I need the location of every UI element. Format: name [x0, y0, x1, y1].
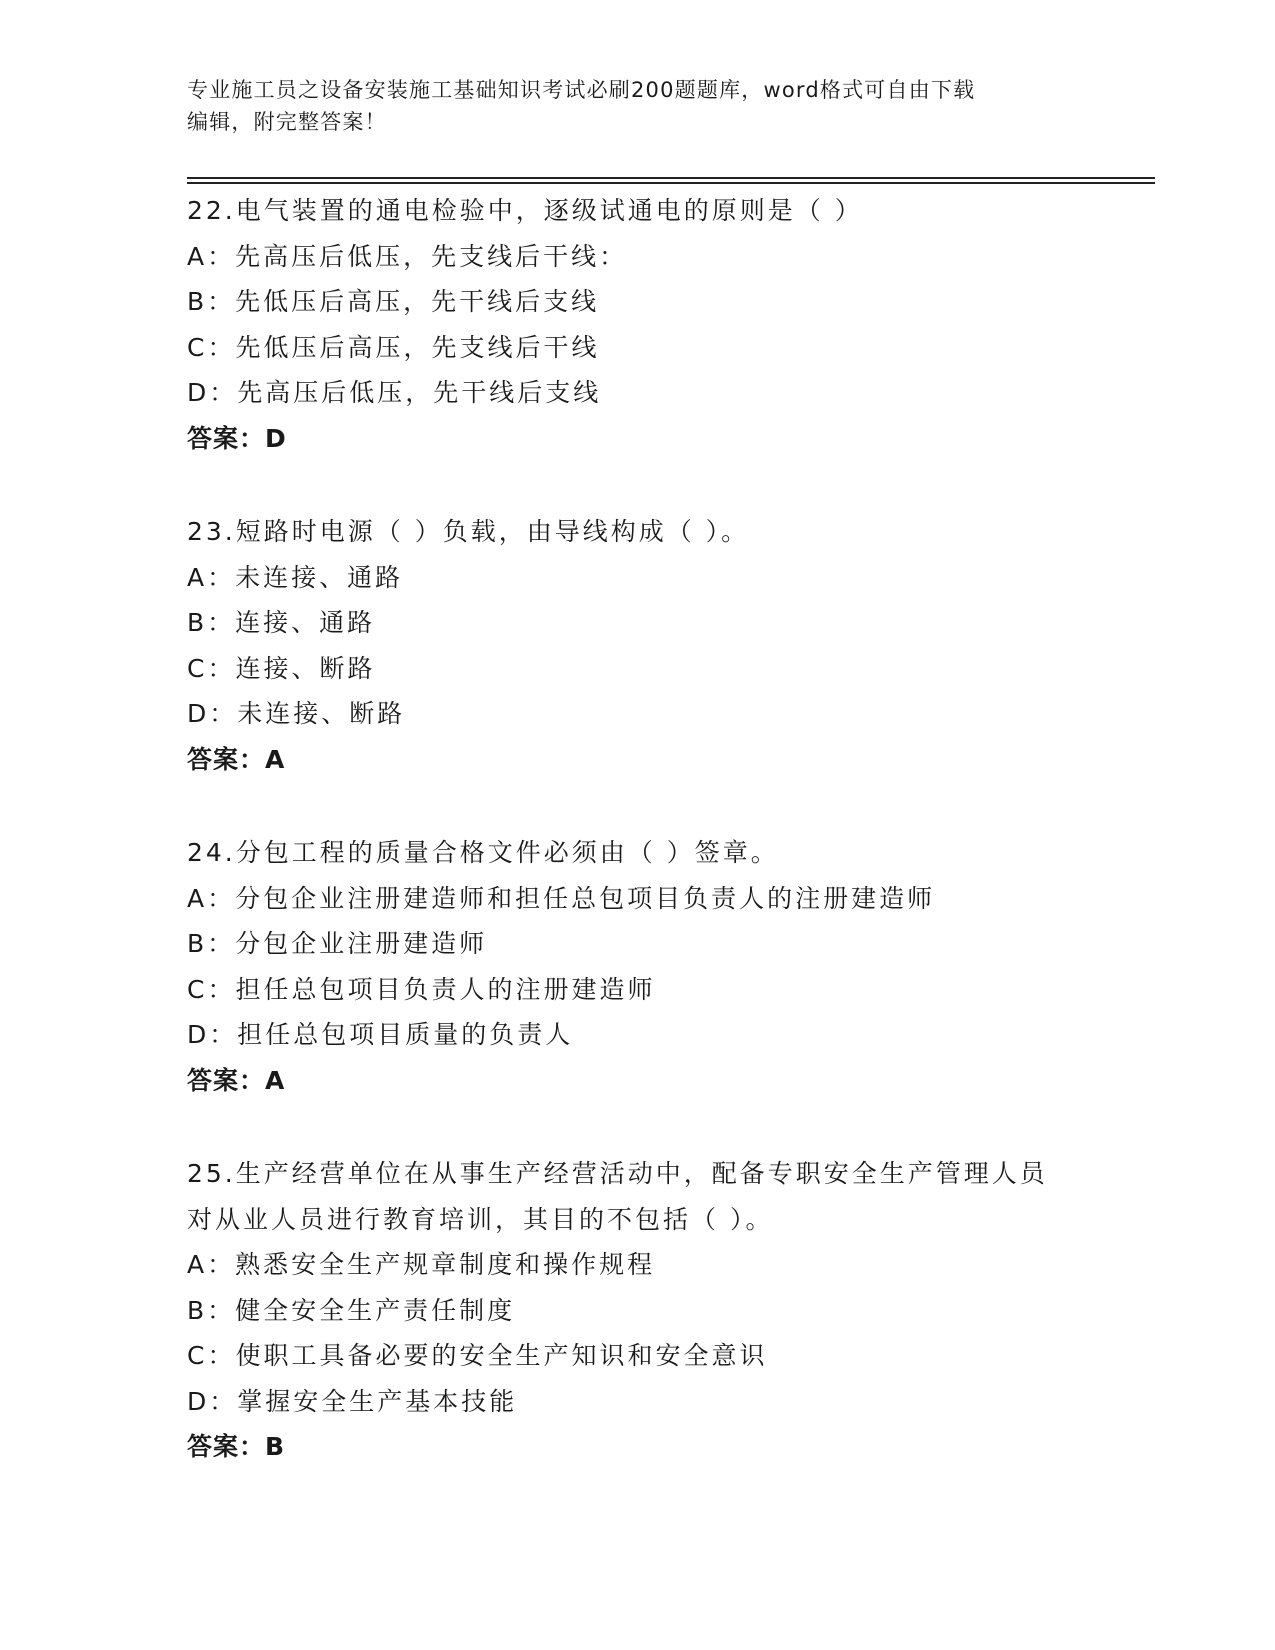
option-a: A：分包企业注册建造师和担任总包项目负责人的注册建造师: [187, 883, 936, 913]
header-divider-bottom: [187, 182, 1155, 184]
question-stem: 24.分包工程的质量合格文件必须由（ ）签章。: [187, 838, 779, 867]
answer-label: 答案：B: [187, 1432, 286, 1461]
option-c: C：先低压后高压，先支线后干线: [187, 332, 600, 362]
question-stem: 22.电气装置的通电检验中，逐级试通电的原则是（ ）: [187, 196, 863, 225]
question-list: [187, 188, 1147, 1518]
option-a: A：熟悉安全生产规章制度和操作规程: [187, 1250, 656, 1279]
answer-label: 答案：A: [187, 744, 286, 774]
question-22: [187, 188, 1147, 461]
option-d: D：掌握安全生产基本技能: [187, 1386, 518, 1416]
option-c: C：担任总包项目负责人的注册建造师: [187, 974, 656, 1004]
question-stem-line2: 对从业人员进行教育培训，其目的不包括（ ）。: [187, 1204, 774, 1234]
question-24: [187, 830, 1147, 1103]
option-c: C：连接、断路: [187, 653, 376, 683]
option-b: B：健全安全生产责任制度: [187, 1295, 516, 1325]
answer-label: 答案：D: [187, 423, 287, 453]
header-title-line2: 编辑，附完整答案！: [187, 110, 387, 134]
question-stem: 23.短路时电源（ ）负载，由导线构成（ ）。: [187, 517, 750, 546]
option-a: A：未连接、通路: [187, 562, 404, 592]
option-a: A：先高压后低压，先支线后干线：: [187, 241, 628, 271]
option-b: B：先低压后高压，先干线后支线: [187, 287, 600, 316]
header-divider-top: [187, 177, 1155, 179]
question-stem-line1: 25.生产经营单位在从事生产经营活动中，配备专职安全生产管理人员: [187, 1159, 1048, 1188]
question-23: [187, 509, 1147, 782]
option-b: B：连接、通路: [187, 608, 376, 637]
option-d: D：担任总包项目质量的负责人: [187, 1020, 574, 1049]
option-d: D：先高压后低压，先干线后支线: [187, 378, 602, 407]
option-c: C：使职工具备必要的安全生产知识和安全意识: [187, 1341, 768, 1370]
option-b: B：分包企业注册建造师: [187, 929, 488, 958]
option-d: D：未连接、断路: [187, 699, 406, 728]
question-25: [187, 1151, 1147, 1470]
document-header: [187, 74, 1087, 138]
answer-label: 答案：A: [187, 1065, 286, 1095]
header-title-line1: 专业施工员之设备安装施工基础知识考试必刷200题题库，word格式可自由下载: [187, 78, 976, 102]
